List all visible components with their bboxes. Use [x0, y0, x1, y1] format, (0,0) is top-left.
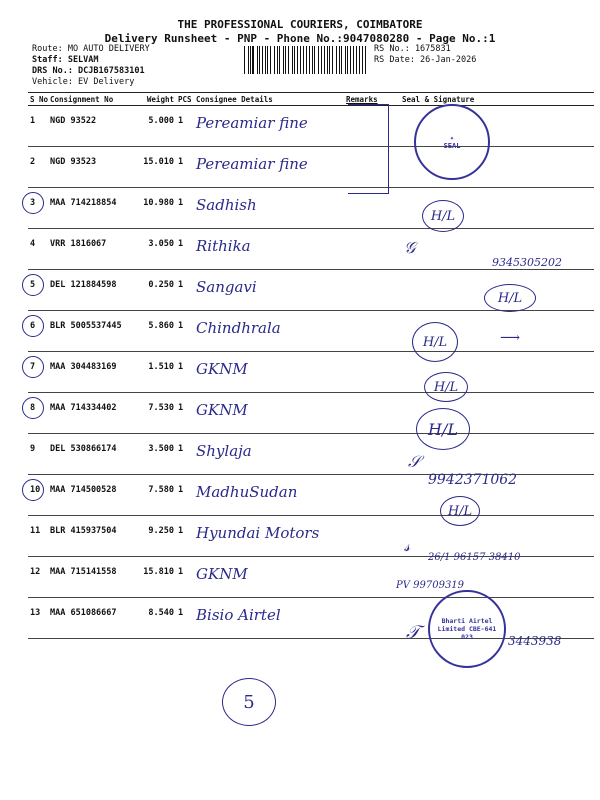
hl-mark-row10: H/L	[440, 496, 480, 526]
phone-row12: PV 99709319	[396, 580, 465, 591]
row-weight: 5.860	[148, 321, 174, 331]
barcode-bar	[259, 46, 260, 74]
barcode-bar	[292, 46, 293, 74]
row-pcs: 1	[178, 526, 184, 536]
table-row	[28, 598, 594, 639]
sno-circle	[22, 397, 44, 419]
remarks-bracket	[348, 104, 389, 194]
row-sno: 5	[30, 280, 36, 290]
row-pcs: 1	[178, 321, 184, 331]
sno-circle	[22, 479, 44, 501]
runsheet-subtitle: Delivery Runsheet - PNP - Phone No.:9047080280 - Page No.:1	[104, 32, 496, 45]
signature-row9: 𝒮	[408, 452, 421, 471]
signature-row6: ⟶	[500, 330, 521, 346]
col-weight: Weight	[146, 94, 174, 104]
airtel-stamp-row13: Bharti Airtel Limited CBE-641 023	[428, 590, 506, 668]
row-consignment: VRR 1816067	[50, 239, 107, 249]
row-weight: 15.010	[143, 157, 174, 167]
rs-no-text: RS No.: 1675831	[374, 44, 451, 54]
col-pcs: PCS	[178, 94, 192, 104]
row-consignee-handwritten: GKNM	[196, 360, 248, 378]
row-weight: 3.500	[148, 444, 174, 454]
row-remarks	[346, 598, 402, 638]
table-row	[28, 434, 594, 475]
row-consignment: MAA 714334402	[50, 403, 117, 413]
row-consignee-handwritten: Rithika	[196, 237, 251, 255]
row-seal	[402, 516, 592, 556]
barcode-bar	[252, 46, 253, 74]
barcode-bar	[312, 46, 313, 74]
row-sno: 9	[30, 444, 36, 454]
row-consignment: MAA 715141558	[50, 567, 117, 577]
table-row	[28, 352, 594, 393]
barcode-bar	[356, 46, 357, 74]
barcode-bar	[336, 46, 337, 74]
row-sno: 13	[30, 608, 41, 618]
row-consignment: MAA 304483169	[50, 362, 117, 372]
row-consignment: BLR 5005537445	[50, 321, 122, 331]
hl-mark-row8: H/L	[416, 408, 470, 450]
row-consignee-handwritten: Bisio Airtel	[196, 606, 281, 624]
row-pcs: 1	[178, 157, 184, 167]
row-remarks	[346, 434, 402, 474]
hl-mark-row5: H/L	[484, 284, 536, 312]
row-pcs: 1	[178, 403, 184, 413]
signature-row4: 𝒢	[404, 238, 416, 257]
total-count-circle: 5	[222, 678, 276, 726]
staff-text: Staff: SELVAM	[32, 55, 99, 65]
row-pcs: 1	[178, 608, 184, 618]
row-pcs: 1	[178, 444, 184, 454]
sno-circle	[22, 192, 44, 214]
row-consignee-handwritten: MadhuSudan	[196, 483, 298, 501]
barcode-bar	[329, 46, 330, 74]
row-consignee-handwritten: Sangavi	[196, 278, 257, 296]
row-remarks	[346, 229, 402, 269]
row-remarks	[346, 270, 402, 310]
row-pcs: 1	[178, 567, 184, 577]
row-remarks	[346, 188, 402, 228]
row-weight: 1.510	[148, 362, 174, 372]
table-row	[28, 516, 594, 557]
row-pcs: 1	[178, 485, 184, 495]
row-weight: 15.810	[143, 567, 174, 577]
row-consignment: DEL 121884598	[50, 280, 117, 290]
row-sno: 8	[30, 403, 36, 413]
row-consignment: MAA 714218854	[50, 198, 117, 208]
row-consignee-handwritten: Shylaja	[196, 442, 252, 460]
sno-circle	[22, 315, 44, 337]
row-consignee-handwritten: Pereamiar fine	[196, 155, 308, 173]
vehicle-text: Vehicle: EV Delivery	[32, 77, 135, 87]
row-remarks	[346, 352, 402, 392]
row-consignment: NGD 93522	[50, 116, 97, 126]
row-remarks	[346, 557, 402, 597]
signature-row13: 𝒯	[406, 622, 420, 643]
barcode-bar	[318, 46, 319, 74]
row-weight: 9.250	[148, 526, 174, 536]
barcode-bar	[347, 46, 348, 74]
phone-row9: 9942371062	[428, 472, 518, 488]
row-consignment: BLR 415937504	[50, 526, 117, 536]
table-row	[28, 147, 594, 188]
row-pcs: 1	[178, 116, 184, 126]
row-consignee-handwritten: Sadhish	[196, 196, 257, 214]
row-remarks	[346, 475, 402, 515]
barcode-bar	[270, 46, 271, 74]
row-sno: 11	[30, 526, 41, 536]
hl-mark-row6: H/L	[412, 322, 458, 362]
table-row	[28, 557, 594, 598]
row-weight: 7.530	[148, 403, 174, 413]
barcode-bar	[285, 46, 286, 74]
row-pcs: 1	[178, 362, 184, 372]
barcode-bar	[321, 46, 322, 74]
row-remarks	[346, 311, 402, 351]
hl-mark-row7: H/L	[424, 372, 468, 402]
col-remarks: Remarks	[346, 94, 378, 104]
meta-right	[374, 44, 476, 66]
row-remarks	[346, 516, 402, 556]
barcode	[244, 46, 366, 74]
row-pcs: 1	[178, 239, 184, 249]
row-sno: 1	[30, 116, 36, 126]
row-sno: 12	[30, 567, 41, 577]
seal-stamp-row1: ✦ SEAL	[414, 104, 490, 180]
barcode-bar	[359, 46, 360, 74]
barcode-bar	[339, 46, 340, 74]
runsheet-title: THE PROFESSIONAL COURIERS, COIMBATORE	[177, 18, 423, 31]
hl-mark-row3: H/L	[422, 200, 464, 232]
phone-row11: 26/1 96157 38410	[428, 552, 521, 563]
row-sno: 6	[30, 321, 36, 331]
row-sno: 10	[30, 485, 41, 495]
rs-date-text: RS Date: 26-Jan-2026	[374, 55, 477, 65]
row-consignee-handwritten: GKNM	[196, 565, 248, 583]
barcode-bar	[294, 46, 295, 74]
route-text: Route: MO AUTO DELIVERY	[32, 44, 150, 54]
row-sno: 4	[30, 239, 36, 249]
row-consignment: MAA 651086667	[50, 608, 117, 618]
signature-row11: 𝓈	[404, 536, 410, 555]
table-row	[28, 106, 594, 147]
sno-circle	[22, 356, 44, 378]
barcode-bar	[267, 46, 268, 74]
row-weight: 5.000	[148, 116, 174, 126]
row-consignee-handwritten: Pereamiar fine	[196, 114, 308, 132]
row-weight: 10.980	[143, 198, 174, 208]
row-consignment: MAA 714500528	[50, 485, 117, 495]
row-consignee-handwritten: Chindhrala	[196, 319, 281, 337]
row-consignment: NGD 93523	[50, 157, 97, 167]
row-weight: 0.250	[148, 280, 174, 290]
row-weight: 8.540	[148, 608, 174, 618]
row-sno: 3	[30, 198, 36, 208]
table-header	[28, 93, 594, 106]
row-weight: 7.580	[148, 485, 174, 495]
col-consignment: Consignment No	[50, 94, 114, 104]
barcode-bar	[244, 46, 245, 74]
col-seal: Seal & Signature	[402, 94, 475, 104]
barcode-bar	[303, 46, 304, 74]
row-sno: 7	[30, 362, 36, 372]
sno-circle	[22, 274, 44, 296]
row-consignee-handwritten: GKNM	[196, 401, 248, 419]
row-remarks	[346, 393, 402, 433]
row-seal	[402, 557, 592, 597]
phone-row13: 3443938	[508, 634, 562, 648]
barcode-bar	[279, 46, 280, 74]
row-consignment: DEL 530866174	[50, 444, 117, 454]
row-pcs: 1	[178, 280, 184, 290]
phone-row4: 9345305202	[492, 256, 562, 269]
col-consignee: Consignee Details	[196, 94, 273, 104]
row-pcs: 1	[178, 198, 184, 208]
table-row	[28, 188, 594, 229]
table-row	[28, 393, 594, 434]
row-weight: 3.050	[148, 239, 174, 249]
row-sno: 2	[30, 157, 36, 167]
row-consignee-handwritten: Hyundai Motors	[196, 524, 320, 542]
col-sno: S No	[30, 94, 49, 104]
drs-text: DRS No.: DCJB167583101	[32, 66, 145, 76]
meta-left	[32, 44, 150, 88]
